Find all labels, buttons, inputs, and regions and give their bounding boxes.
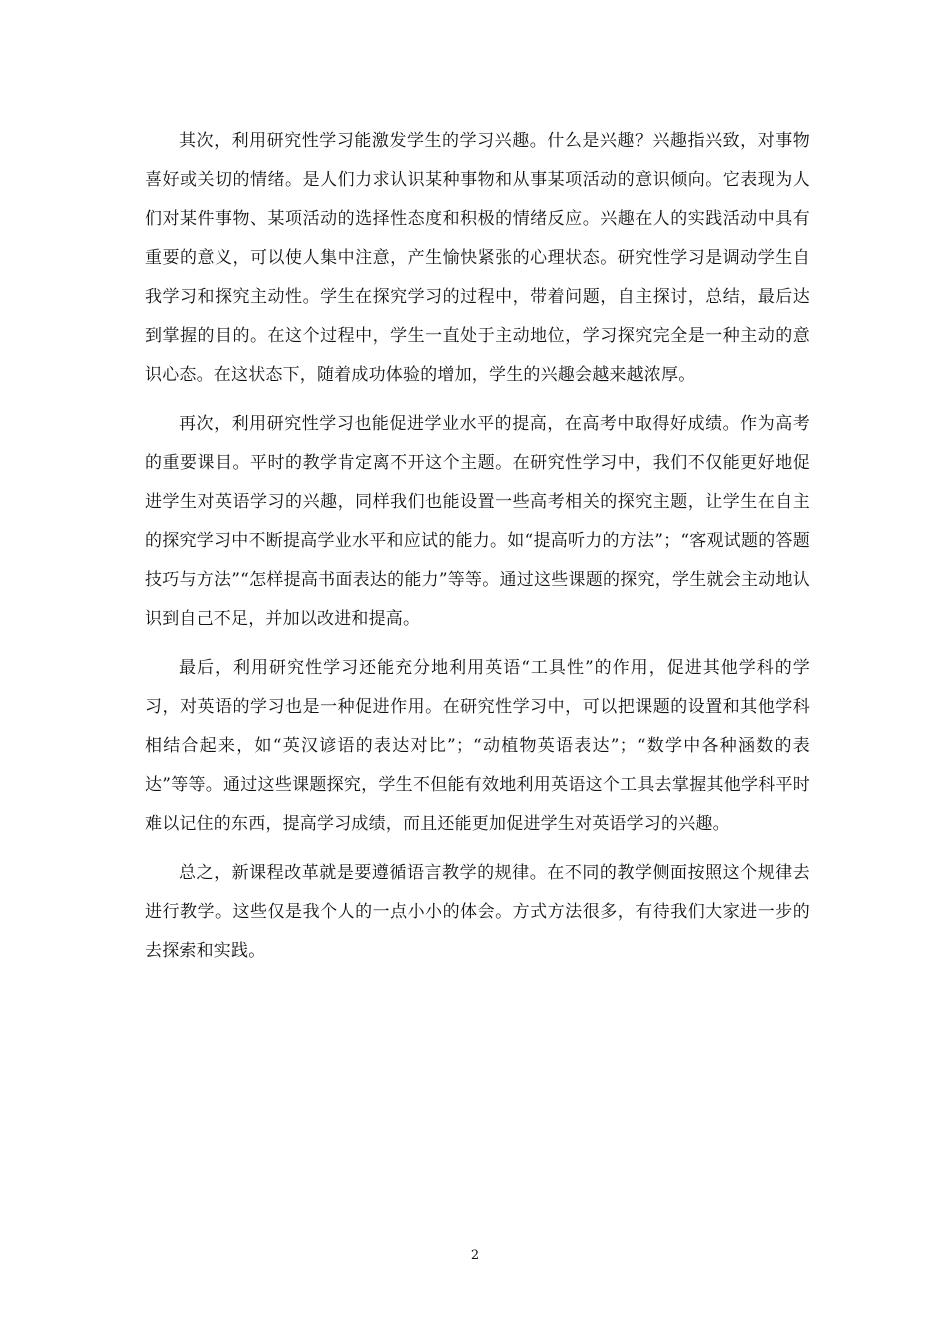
paragraph-conclusion: 总之，新课程改革就是要遵循语言教学的规律。在不同的教学侧面按照这个规律去进行教学。这些仅是我个人的一点小小的体会。方式方法很多，有待我们大家进一步的去探索和实践。 [145, 863, 810, 961]
body-text [145, 122, 810, 971]
paragraph-cross-subject: 最后，利用研究性学习还能充分地利用英语“工具性”的作用，促进其他学科的学习，对英语的学习也是一种促进作用。在研究性学习中，可以把课题的设置和其他学科相结合起来，如“英汉谚语的表达对比”；“动植物英语表达”；“数学中各种涵数的表达”等等。通过这些课题探究，学生不但能有效地利用英语这个工具去掌握其他学科平时难以记住的东西，提高学习成绩，而且还能更加促进学生对英语学习的兴趣。 [145, 658, 810, 834]
paragraph-exam-performance: 再次，利用研究性学习也能促进学业水平的提高，在高考中取得好成绩。作为高考的重要课目。平时的教学肯定离不开这个主题。在研究性学习中，我们不仅能更好地促进学生对英语学习的兴趣，同样我们也能设置一些高考相关的探究主题，让学生在自主的探究学习中不断提高学业水平和应试的能力。如“提高听力的方法”；“客观试题的答题技巧与方法”“怎样提高书面表达的能力”等等。通过这些课题的探究，学生就会主动地认识到自己不足，并加以改进和提高。 [145, 414, 810, 629]
paragraph-interest: 其次，利用研究性学习能激发学生的学习兴趣。什么是兴趣？兴趣指兴致，对事物喜好或关切的情绪。是人们力求认识某种事物和从事某项活动的意识倾向。它表现为人们对某件事物、某项活动的选择性态度和积极的情绪反应。兴趣在人的实践活动中具有重要的意义，可以使人集中注意，产生愉快紧张的心理状态。研究性学习是调动学生自我学习和探究主动性。学生在探究学习的过程中，带着问题，自主探讨，总结，最后达到掌握的目的。在这个过程中，学生一直处于主动地位，学习探究完全是一种主动的意识心态。在这状态下，随着成功体验的增加，学生的兴趣会越来越浓厚。 [145, 131, 810, 385]
page-number: 2 [470, 1248, 480, 1263]
